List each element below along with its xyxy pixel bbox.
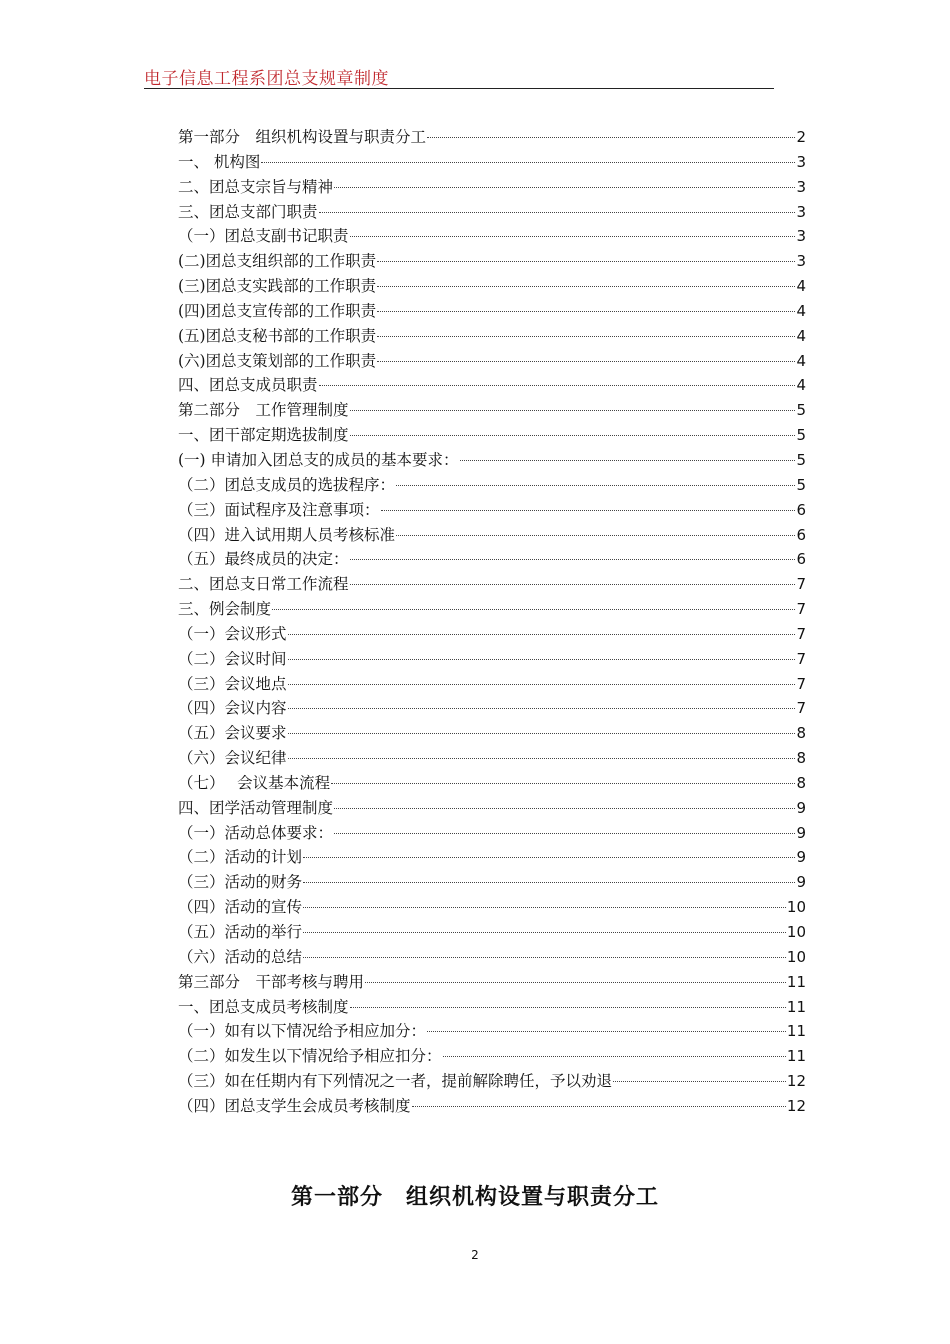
toc-entry-page: 5 bbox=[796, 475, 806, 494]
header-divider bbox=[144, 88, 774, 89]
toc-entry-page: 9 bbox=[796, 848, 806, 867]
toc-entry-page: 4 bbox=[796, 326, 806, 345]
toc-entry-page: 11 bbox=[786, 1022, 806, 1041]
toc-entry[interactable] bbox=[178, 895, 806, 920]
toc-dot-leader bbox=[460, 460, 796, 461]
toc-entry[interactable] bbox=[178, 870, 806, 895]
toc-entry-label: （三）会议地点 bbox=[178, 674, 287, 693]
toc-entry-page: 9 bbox=[796, 798, 806, 817]
toc-dot-leader bbox=[377, 261, 795, 262]
toc-dot-leader bbox=[350, 559, 796, 560]
toc-dot-leader bbox=[331, 783, 795, 784]
toc-entry-page: 12 bbox=[786, 1072, 806, 1091]
toc-entry[interactable] bbox=[178, 373, 806, 398]
toc-entry-page: 11 bbox=[786, 1047, 806, 1066]
toc-entry-label: （五）活动的举行 bbox=[178, 923, 303, 941]
toc-entry[interactable] bbox=[178, 721, 806, 746]
toc-dot-leader bbox=[443, 1056, 786, 1057]
toc-dot-leader bbox=[350, 410, 796, 411]
toc-entry[interactable] bbox=[178, 1044, 806, 1069]
toc-entry[interactable] bbox=[178, 796, 806, 821]
table-of-contents bbox=[178, 125, 806, 1119]
toc-dot-leader bbox=[396, 485, 795, 486]
toc-entry-page: 4 bbox=[796, 376, 806, 395]
toc-entry[interactable] bbox=[178, 821, 806, 846]
toc-entry-label: (一) 申请加入团总支的成员的基本要求： bbox=[178, 450, 459, 469]
toc-dot-leader bbox=[319, 212, 796, 213]
toc-entry-label: (六)团总支策划部的工作职责 bbox=[178, 351, 377, 370]
toc-entry-label: 一、 机构图 bbox=[178, 152, 261, 171]
toc-entry-label: （五）会议要求 bbox=[178, 724, 287, 743]
toc-entry-page: 10 bbox=[786, 923, 806, 941]
toc-entry-page: 7 bbox=[796, 600, 806, 619]
toc-dot-leader bbox=[377, 336, 795, 337]
toc-dot-leader bbox=[334, 808, 795, 809]
toc-entry-page: 10 bbox=[786, 947, 806, 966]
toc-dot-leader bbox=[377, 311, 795, 312]
toc-entry-label: (二)团总支组织部的工作职责 bbox=[178, 252, 377, 271]
toc-dot-leader bbox=[377, 286, 795, 287]
toc-dot-leader bbox=[288, 708, 796, 709]
toc-entry-label: （二）如发生以下情况给予相应扣分： bbox=[178, 1047, 442, 1066]
toc-entry[interactable] bbox=[178, 249, 806, 274]
toc-entry-page: 4 bbox=[796, 351, 806, 370]
toc-entry-page: 3 bbox=[796, 202, 806, 221]
toc-dot-leader bbox=[303, 957, 786, 958]
toc-entry-label: （六）会议纪律 bbox=[178, 749, 287, 768]
toc-entry[interactable] bbox=[178, 1069, 806, 1094]
toc-entry-page: 5 bbox=[796, 450, 806, 469]
toc-dot-leader bbox=[350, 584, 796, 585]
toc-dot-leader bbox=[427, 137, 795, 138]
toc-entry[interactable] bbox=[178, 324, 806, 349]
toc-entry-page: 5 bbox=[796, 426, 806, 445]
toc-entry-label: （二）活动的计划 bbox=[178, 848, 303, 867]
toc-entry-label: （五）最终成员的决定： bbox=[178, 550, 349, 569]
toc-dot-leader bbox=[350, 236, 796, 237]
toc-entry[interactable] bbox=[178, 498, 806, 523]
toc-entry[interactable] bbox=[178, 845, 806, 870]
toc-entry-page: 9 bbox=[796, 873, 806, 892]
toc-entry[interactable] bbox=[178, 448, 806, 473]
toc-entry-page: 8 bbox=[796, 749, 806, 768]
toc-entry-label: 第二部分 工作管理制度 bbox=[178, 401, 349, 420]
toc-entry-page: 8 bbox=[796, 773, 806, 792]
toc-entry-label: 三、例会制度 bbox=[178, 600, 272, 619]
toc-dot-leader bbox=[288, 659, 796, 660]
toc-entry[interactable] bbox=[178, 299, 806, 324]
toc-entry-label: （一）如有以下情况给予相应加分： bbox=[178, 1022, 427, 1041]
toc-entry-label: （四）活动的宣传 bbox=[178, 898, 303, 917]
toc-entry[interactable] bbox=[178, 622, 806, 647]
toc-entry-page: 4 bbox=[796, 301, 806, 320]
toc-entry[interactable] bbox=[178, 523, 806, 548]
toc-dot-leader bbox=[288, 634, 796, 635]
toc-entry[interactable] bbox=[178, 274, 806, 299]
toc-entry[interactable] bbox=[178, 1019, 806, 1044]
toc-entry[interactable] bbox=[178, 771, 806, 796]
toc-entry-label: （二）会议时间 bbox=[178, 649, 287, 668]
toc-entry[interactable] bbox=[178, 920, 806, 945]
toc-entry-label: 二、团总支日常工作流程 bbox=[178, 575, 349, 594]
toc-entry-page: 11 bbox=[786, 972, 806, 991]
toc-entry-label: （二）团总支成员的选拔程序： bbox=[178, 475, 396, 494]
toc-entry-label: 第三部分 干部考核与聘用 bbox=[178, 972, 365, 991]
toc-entry-page: 6 bbox=[796, 525, 806, 544]
toc-entry-label: （六）活动的总结 bbox=[178, 947, 303, 966]
toc-entry-page: 6 bbox=[796, 550, 806, 569]
toc-entry-page: 7 bbox=[796, 575, 806, 594]
toc-entry-page: 3 bbox=[796, 177, 806, 196]
toc-entry-label: （一）团总支副书记职责 bbox=[178, 227, 349, 246]
toc-entry[interactable] bbox=[178, 125, 806, 150]
toc-entry-label: （三）面试程序及注意事项： bbox=[178, 500, 380, 519]
toc-dot-leader bbox=[272, 609, 795, 610]
toc-entry-label: （七） 会议基本流程 bbox=[178, 773, 331, 792]
toc-entry-label: （一）会议形式 bbox=[178, 624, 287, 643]
toc-dot-leader bbox=[613, 1081, 786, 1082]
toc-entry[interactable] bbox=[178, 224, 806, 249]
toc-entry-page: 4 bbox=[796, 277, 806, 296]
toc-entry-page: 5 bbox=[796, 401, 806, 420]
toc-entry-page: 3 bbox=[796, 252, 806, 271]
toc-entry-page: 11 bbox=[786, 997, 806, 1016]
toc-entry-label: 一、团干部定期选拔制度 bbox=[178, 426, 349, 445]
section-heading: 第一部分 组织机构设置与职责分工 bbox=[290, 1185, 659, 1210]
toc-dot-leader bbox=[350, 435, 796, 436]
toc-entry-label: 二、团总支宗旨与精神 bbox=[178, 177, 334, 196]
page-number: 2 bbox=[471, 1248, 479, 1262]
toc-entry[interactable] bbox=[178, 200, 806, 225]
toc-dot-leader bbox=[350, 1007, 786, 1008]
toc-entry[interactable] bbox=[178, 572, 806, 597]
toc-entry-label: 四、团总支成员职责 bbox=[178, 376, 318, 395]
toc-entry[interactable] bbox=[178, 1094, 806, 1119]
toc-entry[interactable] bbox=[178, 647, 806, 672]
toc-dot-leader bbox=[377, 361, 795, 362]
toc-entry[interactable] bbox=[178, 597, 806, 622]
toc-entry-label: (五)团总支秘书部的工作职责 bbox=[178, 326, 377, 345]
toc-entry-page: 2 bbox=[796, 128, 806, 146]
toc-dot-leader bbox=[412, 1106, 786, 1107]
toc-entry-page: 8 bbox=[796, 724, 806, 743]
toc-entry[interactable] bbox=[178, 473, 806, 498]
toc-entry-page: 7 bbox=[796, 699, 806, 718]
toc-entry[interactable] bbox=[178, 423, 806, 448]
toc-entry-page: 10 bbox=[786, 898, 806, 917]
toc-dot-leader bbox=[334, 833, 795, 834]
toc-entry[interactable] bbox=[178, 672, 806, 697]
toc-dot-leader bbox=[319, 385, 796, 386]
toc-dot-leader bbox=[288, 758, 796, 759]
toc-dot-leader bbox=[261, 162, 795, 163]
toc-entry-label: 四、团学活动管理制度 bbox=[178, 798, 334, 817]
toc-entry[interactable] bbox=[178, 398, 806, 423]
toc-dot-leader bbox=[303, 857, 795, 858]
toc-dot-leader bbox=[396, 535, 795, 536]
toc-dot-leader bbox=[334, 187, 795, 188]
toc-entry[interactable] bbox=[178, 945, 806, 970]
toc-dot-leader bbox=[303, 907, 786, 908]
toc-dot-leader bbox=[427, 1031, 786, 1032]
toc-dot-leader bbox=[303, 882, 795, 883]
toc-entry-label: （三）如在任期内有下列情况之一者，提前解除聘任，予以劝退 bbox=[178, 1072, 613, 1091]
toc-entry-page: 3 bbox=[796, 227, 806, 246]
toc-entry-page: 7 bbox=[796, 674, 806, 693]
toc-entry-label: （一）活动总体要求： bbox=[178, 823, 334, 842]
toc-dot-leader bbox=[303, 932, 786, 933]
toc-entry[interactable] bbox=[178, 175, 806, 200]
toc-entry[interactable] bbox=[178, 970, 806, 995]
toc-entry-page: 3 bbox=[796, 152, 806, 171]
toc-entry-page: 7 bbox=[796, 649, 806, 668]
toc-entry-label: 第一部分 组织机构设置与职责分工 bbox=[178, 128, 427, 146]
toc-entry-label: （四）会议内容 bbox=[178, 699, 287, 718]
toc-entry-label: 一、团总支成员考核制度 bbox=[178, 997, 349, 1016]
document-header-title: 电子信息工程系团总支规章制度 bbox=[144, 69, 389, 89]
toc-entry-label: (四)团总支宣传部的工作职责 bbox=[178, 301, 377, 320]
toc-entry[interactable] bbox=[178, 746, 806, 771]
toc-entry[interactable] bbox=[178, 696, 806, 721]
toc-dot-leader bbox=[365, 982, 786, 983]
toc-entry-page: 7 bbox=[796, 624, 806, 643]
toc-entry-label: (三)团总支实践部的工作职责 bbox=[178, 277, 377, 296]
toc-entry[interactable] bbox=[178, 349, 806, 374]
toc-entry-page: 12 bbox=[786, 1096, 806, 1115]
toc-dot-leader bbox=[288, 733, 796, 734]
toc-entry[interactable] bbox=[178, 995, 806, 1020]
toc-entry-label: （三）活动的财务 bbox=[178, 873, 303, 892]
toc-entry-label: 三、团总支部门职责 bbox=[178, 202, 318, 221]
toc-entry-page: 6 bbox=[796, 500, 806, 519]
toc-entry[interactable] bbox=[178, 150, 806, 175]
toc-dot-leader bbox=[381, 510, 796, 511]
toc-entry-label: （四）进入试用期人员考核标准 bbox=[178, 525, 396, 544]
toc-dot-leader bbox=[288, 684, 796, 685]
toc-entry-page: 9 bbox=[796, 823, 806, 842]
toc-entry[interactable] bbox=[178, 547, 806, 572]
toc-entry-label: （四）团总支学生会成员考核制度 bbox=[178, 1096, 411, 1115]
